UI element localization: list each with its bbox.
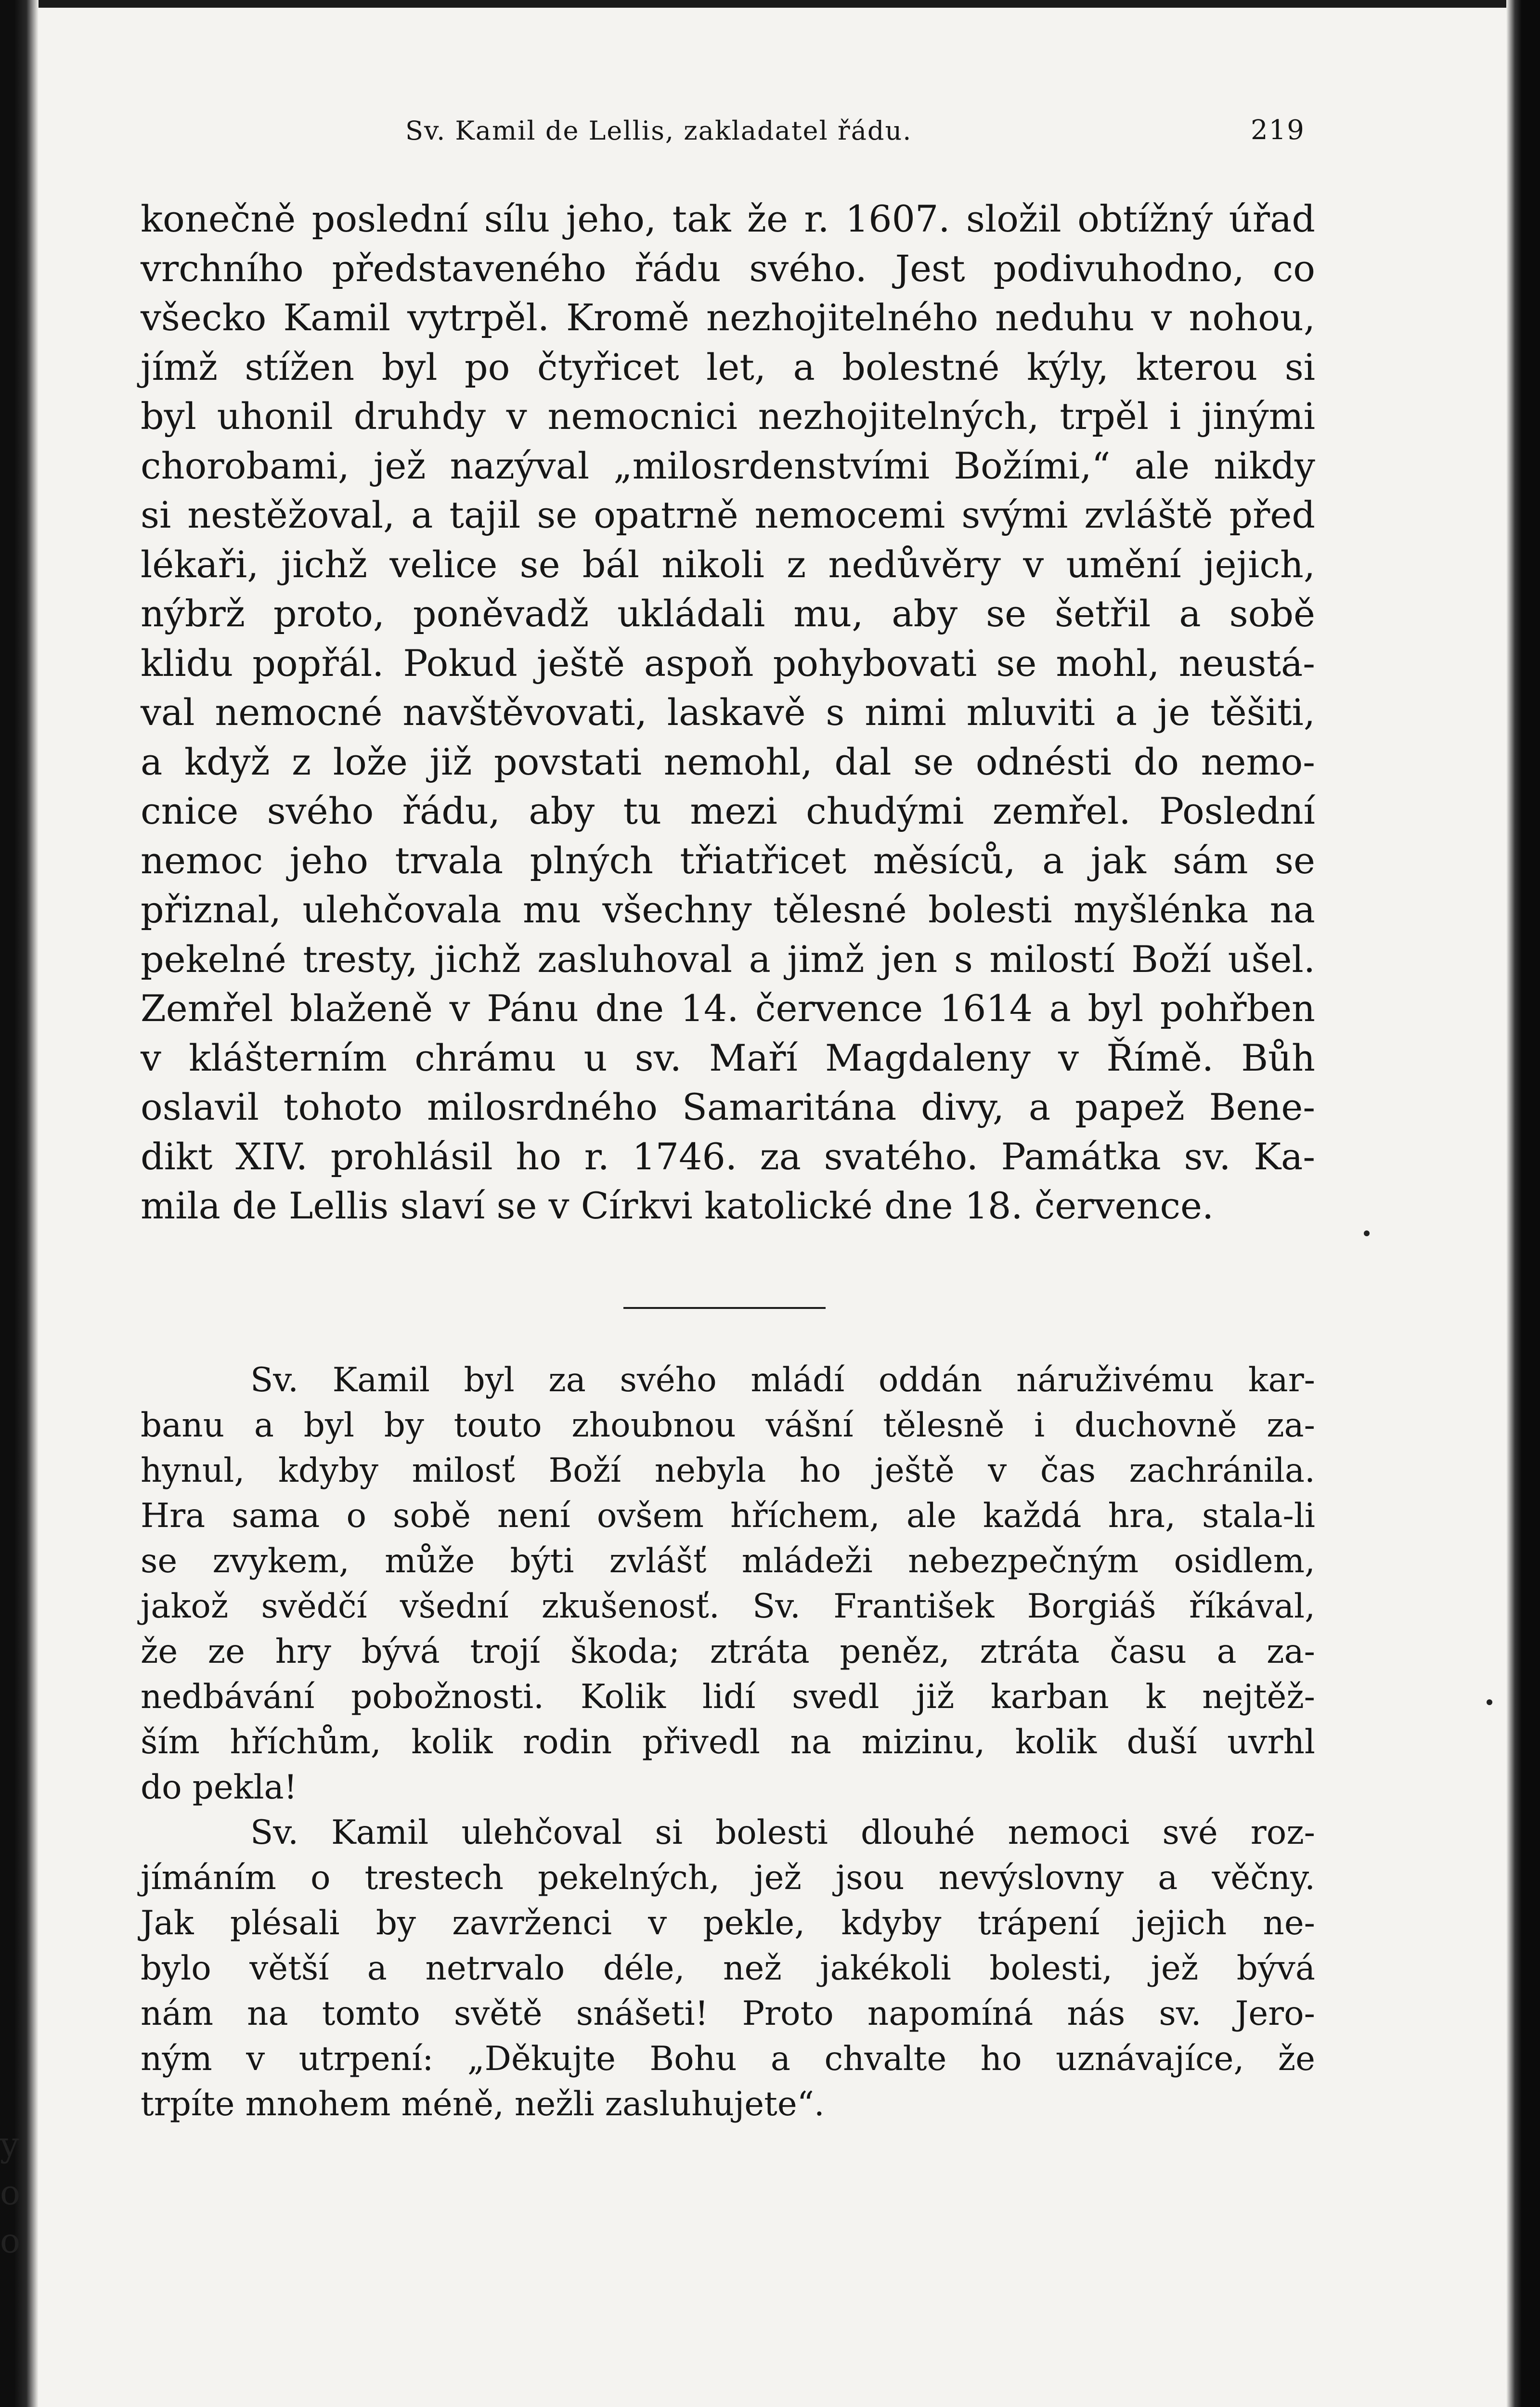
text-line: nemoc jeho trvala plných třiatřicet měsíců, a jak sám se (141, 839, 1315, 882)
text-line: val nemocné navštěvovati, laskavě s nimi mluviti a je těšiti, (141, 691, 1315, 734)
scan-right-edge (1506, 0, 1540, 2407)
text-line: Zemřel blaženě v Pánu dne 14. července 1614 a byl pohřben (141, 987, 1315, 1030)
paragraph-3 (141, 1810, 1315, 2127)
text-line: pekelné tresty, jichž zasluhoval a jimž jen s milostí Boží ušel. (141, 937, 1315, 981)
text-line: jakož svědčí všední zkušenosť. Sv. František Borgiáš říkával, (141, 1587, 1315, 1626)
text-line: přiznal, ulehčovala mu všechny tělesné bolesti myšlénka na (141, 888, 1315, 931)
text-line: vrchního představeného řádu svého. Jest podivuhodno, co (141, 246, 1315, 290)
margin-bleed-glyph: y (0, 2125, 19, 2164)
paragraph-2 (141, 1358, 1315, 1810)
text-line: byl uhonil druhdy v nemocnici nezhojitelných, trpěl i jinými (141, 395, 1315, 438)
running-title: Sv. Kamil de Lellis, zakladatel řádu. (405, 116, 912, 146)
text-line: mila de Lellis slaví se v Církvi katolické dne 18. července. (141, 1184, 1214, 1227)
scan-left-edge (0, 0, 39, 2407)
text-line: že ze hry bývá trojí škoda; ztráta peněz, ztráta času a za- (141, 1632, 1315, 1671)
ink-speck (1487, 1699, 1492, 1705)
text-line: Jak plésali by zavrženci v pekle, kdyby trápení jejich ne- (141, 1904, 1315, 1942)
section-divider (623, 1307, 826, 1309)
text-line: ným v utrpení: „Děkujte Bohu a chvalte ho uznávajíce, že (141, 2040, 1315, 2078)
text-line: konečně poslední sílu jeho, tak že r. 1607. složil obtížný úřad (141, 197, 1315, 240)
text-line: Hra sama o sobě není ovšem hříchem, ale každá hra, stala-li (141, 1497, 1315, 1535)
margin-bleed-glyph: o (0, 2173, 21, 2213)
text-line: nýbrž proto, poněvadž ukládali mu, aby se šetřil a sobě (141, 592, 1315, 635)
text-line: lékaři, jichž velice se bál nikoli z nedůvěry v umění jejich, (141, 543, 1315, 586)
text-line: jímáním o trestech pekelných, jež jsou nevýslovny a věčny. (141, 1859, 1315, 1897)
text-line: si nestěžoval, a tajil se opatrně nemocemi svými zvláště před (141, 493, 1315, 536)
text-line: dikt XIV. prohlásil ho r. 1746. za svatého. Památka sv. Ka- (141, 1135, 1315, 1178)
text-line: bylo větší a netrvalo déle, než jakékoli bolesti, jež bývá (141, 1949, 1315, 1988)
text-line: ším hříchům, kolik rodin přivedl na mizinu, kolik duší uvrhl (141, 1723, 1315, 1761)
paragraph-1 (141, 194, 1315, 1231)
text-line: nám na tomto světě snášeti! Proto napomíná nás sv. Jero- (141, 1994, 1315, 2033)
text-line: chorobami, jež nazýval „milosrdenstvími Božími,“ ale nikdy (141, 444, 1315, 487)
text-line: a když z lože již povstati nemohl, dal se odnésti do nemo- (141, 740, 1315, 783)
text-line: všecko Kamil vytrpěl. Kromě nezhojitelného neduhu v nohou, (141, 296, 1315, 339)
text-line: Sv. Kamil ulehčoval si bolesti dlouhé nemoci své roz- (250, 1813, 1315, 1852)
text-line: nedbávání pobožnosti. Kolik lidí svedl již karban k nejtěž- (141, 1678, 1315, 1716)
text-line: Sv. Kamil byl za svého mládí oddán náruživému kar- (250, 1361, 1315, 1399)
ink-speck (1364, 1230, 1370, 1236)
text-line: hynul, kdyby milosť Boží nebyla ho ještě v čas zachránila. (141, 1451, 1315, 1490)
text-line: banu a byl by touto zhoubnou vášní tělesně i duchovně za- (141, 1406, 1315, 1445)
page-number: 219 (1251, 115, 1305, 146)
text-line: trpíte mnohem méně, nežli zasluhujete“. (141, 2085, 825, 2123)
text-line: jímž stížen byl po čtyřicet let, a bolestné kýly, kterou si (141, 345, 1315, 388)
text-line: do pekla! (141, 1768, 298, 1807)
text-line: v klášterním chrámu u sv. Maří Magdaleny v Římě. Bůh (141, 1036, 1315, 1079)
margin-bleed-glyph: o (0, 2221, 21, 2261)
text-line: se zvykem, může býti zvlášť mládeži nebezpečným osidlem, (141, 1542, 1315, 1580)
text-line: oslavil tohoto milosrdného Samaritána divy, a papež Bene- (141, 1086, 1315, 1128)
scan-top-edge (0, 0, 1540, 8)
text-line: klidu popřál. Pokud ještě aspoň pohybovati se mohl, neustá- (141, 641, 1315, 685)
text-line: cnice svého řádu, aby tu mezi chudými zemřel. Poslední (141, 789, 1315, 832)
